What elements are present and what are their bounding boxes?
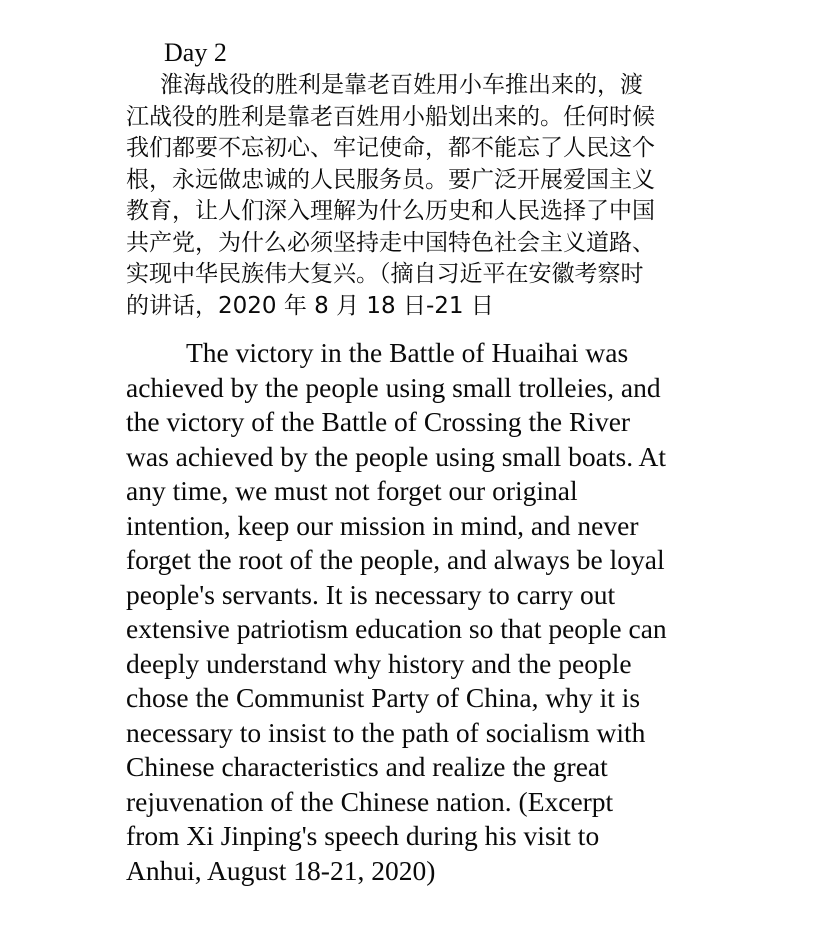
english-line: was achieved by the people using small boats. At [126,440,666,472]
chinese-line: 的讲话，2020 年 8 月 18 日-21 日 [126,292,494,319]
chinese-line: 根，永远做忠诚的人民服务员。要广泛开展爱国主义 [126,166,655,193]
english-line: chose the Communist Party of China, why it is [126,682,641,713]
english-line: rejuvenation of the Chinese nation. (Excerpt [126,785,614,817]
chinese-line: 淮海战役的胜利是靠老百姓用小车推出来的，渡 [160,72,643,98]
english-line: extensive patriotism education so that people can [126,613,667,644]
english-line: any time, we must not forget our original [126,475,578,506]
chinese-line: 教育，让人们深入理解为什么历史和人民选择了中国 [126,198,655,224]
english-line: necessary to insist to the path of socialism with [126,716,646,748]
chinese-line: 江战役的胜利是靠老百姓用小船划出来的。任何时候 [126,103,655,130]
chinese-paragraph [126,70,726,322]
english-line: from Xi Jinping's speech during his visit to [126,820,600,851]
chinese-line: 实现中华民族伟大复兴。（摘自习近平在安徽考察时 [126,261,644,287]
english-line: achieved by the people using small trolleies, and [126,371,661,403]
english-line: Chinese characteristics and realize the great [126,751,608,782]
english-line: Anhui, August 18-21, 2020) [126,854,436,886]
english-line: people's servants. It is necessary to carry out [126,578,616,610]
english-line: forget the root of the people, and always be loyal [126,544,665,575]
english-line: the victory of the Battle of Crossing the River [126,406,631,437]
english-line: intention, keep our mission in mind, and never [126,509,639,541]
english-paragraph [126,336,726,888]
chinese-line: 我们都要不忘初心、牢记使命，都不能忘了人民这个 [126,135,655,161]
english-line: The victory in the Battle of Huaihai was [186,337,629,368]
chinese-line: 共产党，为什么必须坚持走中国特色社会主义道路、 [126,229,655,256]
english-line: deeply understand why history and the people [126,647,632,679]
day-heading: Day 2 [164,38,227,67]
